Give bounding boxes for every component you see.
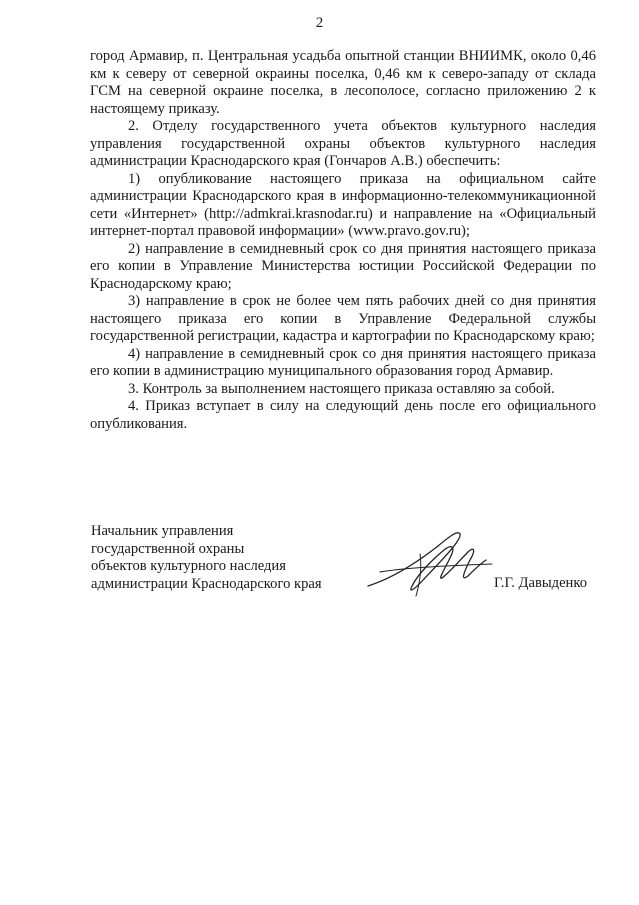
paragraph-6: 4) направление в семидневный срок со дня принятия настоящего приказа его копии в администрацию муниципального образования город Армавир.	[90, 345, 596, 379]
position-line: государственной охраны	[91, 540, 245, 557]
position-line: объектов культурного наследия	[91, 558, 286, 574]
position-line: администрации Краснодарского края	[91, 575, 322, 592]
paragraph-4: 2) направление в семидневный срок со дня принятия настоящего приказа его копии в Управление Министерства юстиции Российской Федерации по Краснодарскому краю;	[90, 240, 596, 292]
signer-name: Г.Г. Давыденко	[494, 575, 588, 591]
paragraph-3: 1) опубликование настоящего приказа на официальном сайте администрации Краснодарского края в информационно-телекоммуникационной сети «Интернет» (http://admkrai.krasnodar.ru) и направление на «Официальный интернет-портал правовой информации» (www.pravo.gov.ru);	[90, 170, 596, 239]
paragraph-8: 4. Приказ вступает в силу на следующий день после его официального опубликования.	[90, 398, 596, 432]
document-body	[90, 48, 596, 433]
handwritten-signature	[360, 524, 500, 604]
signatory-position	[91, 523, 322, 593]
paragraph-5: 3) направление в срок не более чем пять рабочих дней со дня принятия настоящего приказа его копии в Управление Федеральной службы государственной регистрации, кадастра и картографии по Краснодарскому краю;	[90, 293, 596, 344]
paragraph-1: город Армавир, п. Центральная усадьба опытной станции ВНИИМК, около 0,46 км к северу от северной окраины поселка, 0,46 км к северо-западу от склада ГСМ на северной окраине поселка, в лесополосе, согласно приложению 2 к настоящему приказу.	[90, 48, 596, 117]
paragraph-7: 3. Контроль за выполнением настоящего приказа оставляю за собой.	[128, 380, 555, 397]
page-number: 2	[315, 15, 324, 31]
paragraph-2: 2. Отделу государственного учета объектов культурного наследия управления государственной охраны объектов культурного наследия администрации Краснодарского края (Гончаров А.В.) обеспечить:	[90, 118, 596, 169]
position-line: Начальник управления	[91, 523, 234, 539]
